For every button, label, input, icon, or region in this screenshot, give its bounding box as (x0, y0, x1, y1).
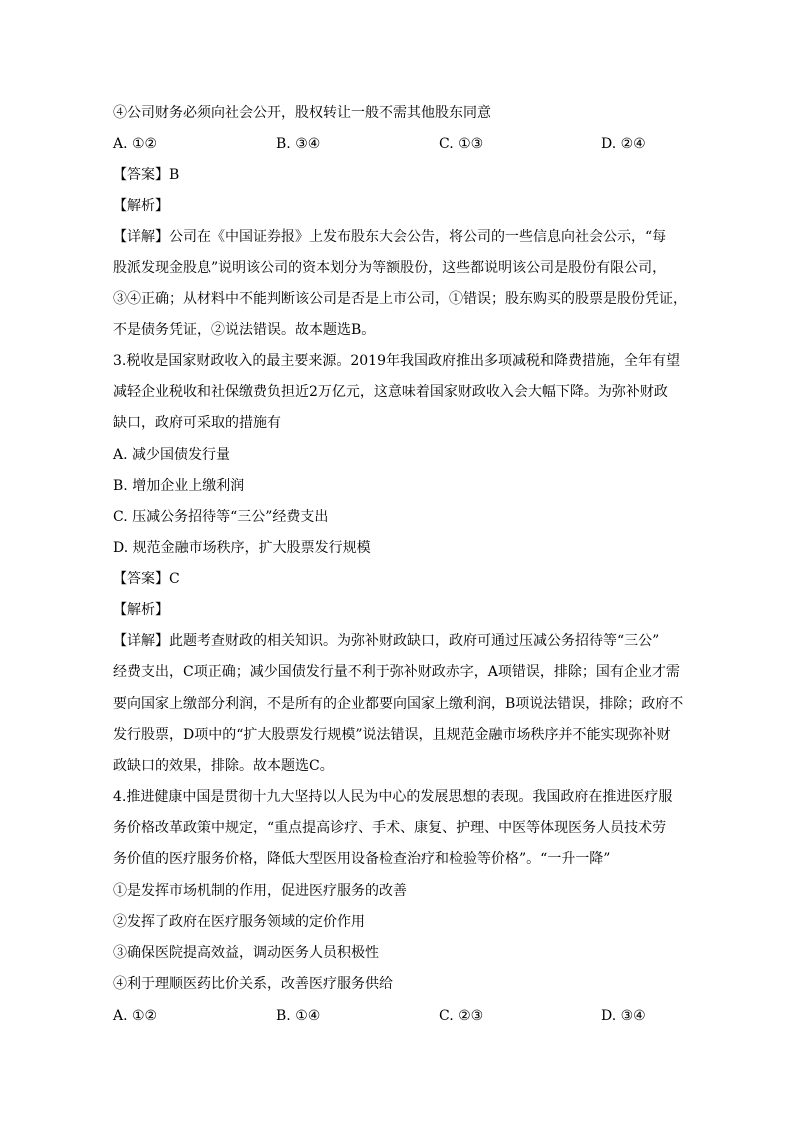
q3-detail-line-5: 政缺口的效果，排除。故本题选C。 (113, 758, 334, 774)
q4-option-a: A. ①② (113, 1008, 158, 1024)
q3-choice-b: B. 增加企业上缴利润 (113, 478, 245, 494)
q3-detail-line-1: 【详解】此题考查财政的相关知识。为弥补财政缺口，政府可通过压减公务招待等“三公” (113, 633, 660, 649)
q4-option-d: D. ③④ (601, 1008, 646, 1024)
q4-stem-line-1: 4.推进健康中国是贯彻十九大坚持以人民为中心的发展思想的表现。我国政府在推进医疗服 (113, 789, 673, 805)
q2-option-b: B. ③④ (276, 136, 321, 152)
q3-choice-d: D. 规范金融市场秩序，扩大股票发行规模 (113, 540, 371, 556)
q3-stem-line-2: 减轻企业税收和社保缴费负担近2万亿元，这意味着国家财政收入会大幅下降。为弥补财政 (113, 384, 668, 400)
q4-options (113, 1006, 673, 1026)
q3-analysis-label: 【解析】 (113, 602, 169, 618)
q3-answer: 【答案】C (113, 571, 180, 587)
q2-options (113, 134, 673, 154)
q3-detail-line-2: 经费支出，C项正确；减少国债发行量不利于弥补财政赤字，A项错误，排除；国有企业才需 (113, 664, 680, 680)
q4-stem-line-3: 务价值的医疗服务价格，降低大型医用设备检查治疗和检验等价格”。“一升一降” (113, 851, 611, 867)
q2-option-c: C. ①③ (439, 136, 484, 152)
q2-detail-line-1: 【详解】公司在《中国证券报》上发布股东大会公告，将公司的一些信息向社会公示，“每 (113, 229, 667, 245)
q4-statement-4: ④利于理顺医药比价关系，改善医疗服务供给 (113, 976, 393, 992)
q3-stem-line-3: 缺口，政府可采取的措施有 (113, 415, 281, 431)
q3-choice-a: A. 减少国债发行量 (113, 447, 231, 463)
q3-detail-line-3: 要向国家上缴部分利润，不是所有的企业都要向国家上缴利润，B项说法错误，排除；政府不 (113, 696, 684, 712)
q3-choice-c: C. 压减公务招待等“三公”经费支出 (113, 509, 329, 525)
q3-detail-line-4: 发行股票，D项中的“扩大股票发行规模”说法错误，且规范金融市场秩序并不能实现弥补财 (113, 727, 671, 743)
q2-option-d: D. ②④ (601, 136, 646, 152)
q4-stem-line-2: 务价格改革政策中规定，“重点提高诊疗、手术、康复、护理、中医等体现医务人员技术劳 (113, 820, 667, 836)
q2-detail-line-3: ③④正确；从材料中不能判断该公司是否是上市公司，①错误；股东购买的股票是股份凭证， (113, 291, 687, 307)
q4-statement-3: ③确保医院提高效益，调动医务人员积极性 (113, 945, 379, 961)
q2-detail-line-4: 不是债务凭证，②说法错误。故本题选B。 (113, 322, 376, 338)
q3-stem-line-1: 3.税收是国家财政收入的最主要来源。2019年我国政府推出多项减税和降费措施，全年有望 (113, 353, 680, 369)
q2-detail-line-2: 股派发现金股息”说明该公司的资本划分为等额股份，这些都说明该公司是股份有限公司， (113, 260, 667, 276)
q4-statement-2: ②发挥了政府在医疗服务领域的定价作用 (113, 914, 365, 930)
q2-option-a: A. ①② (113, 136, 158, 152)
q4-option-c: C. ②③ (439, 1008, 484, 1024)
q2-statement-4: ④公司财务必须向社会公开，股权转让一般不需其他股东同意 (113, 105, 491, 121)
q2-analysis-label: 【解析】 (113, 198, 169, 214)
q4-option-b: B. ①④ (276, 1008, 321, 1024)
q2-answer: 【答案】B (113, 167, 180, 183)
q4-statement-1: ①是发挥市场机制的作用，促进医疗服务的改善 (113, 883, 407, 899)
